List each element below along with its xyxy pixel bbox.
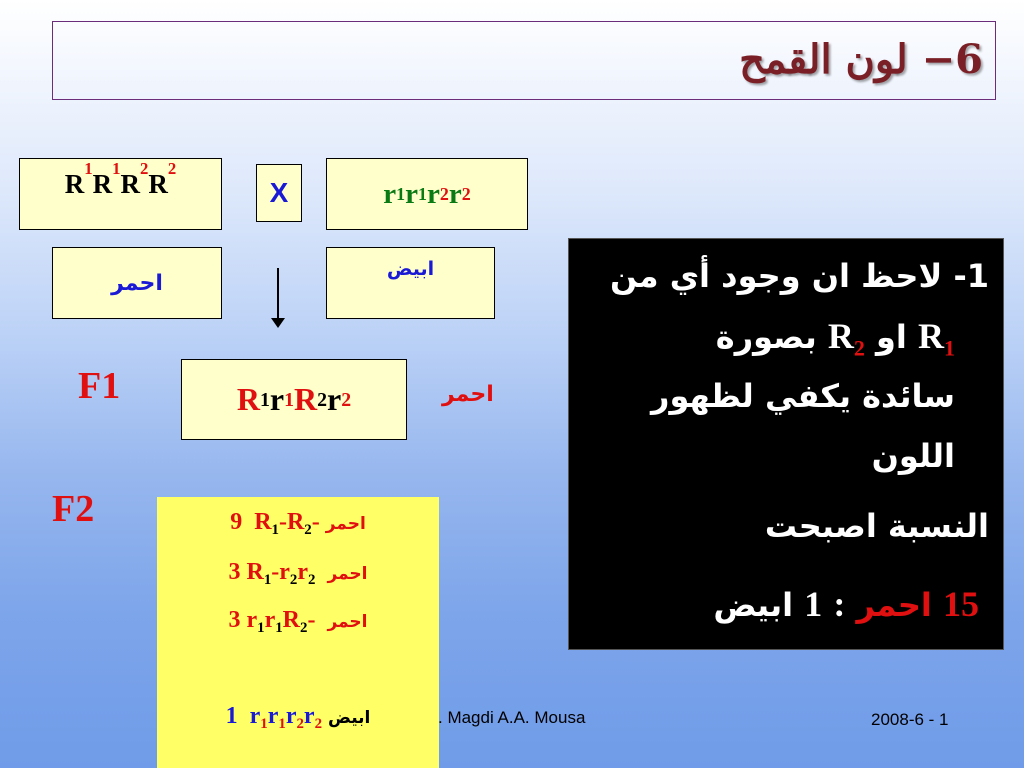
note-line-5: النسبة اصبحت — [764, 507, 989, 545]
arrow-shaft — [277, 268, 279, 322]
note-line-1: 1- لاحظ ان وجود أي من — [609, 257, 989, 295]
f2-row: 3 $R_1-r_2r_2$ احمر — [228, 559, 368, 589]
slide-title: 6− لون القمح — [739, 36, 983, 83]
f1-label: F1 — [78, 365, 121, 407]
footer-author: . Magdi A.A. Mousa — [438, 708, 586, 727]
parent-right-genotype: r 1 r 1 r 2 r 2 — [326, 158, 528, 230]
note-line-4: اللون — [871, 437, 955, 475]
parent-left-phenotype: احمر — [52, 247, 222, 319]
f2-row: 1 $r_1r_1r_2r_2$ ابيض — [225, 703, 371, 733]
f1-genotype: R 1 r 1 R 2 r 2 — [181, 359, 407, 440]
parent-left-genotype: R 1 R 1 R 2 R 2 — [19, 158, 222, 230]
note-line-3: سائدة يكفي لظهور — [651, 377, 955, 415]
cross-symbol: X — [256, 164, 302, 222]
f1-phenotype: احمر — [442, 382, 494, 407]
f2-row: 3 $r_1r_1R_2-$ احمر — [228, 607, 368, 637]
title-box — [52, 21, 996, 100]
f2-label: F2 — [52, 488, 95, 530]
parent-right-phenotype: ابيض — [326, 247, 495, 319]
f2-results-box — [157, 497, 439, 768]
footer-date: 2008-6 - 1 — [871, 710, 949, 729]
ratio-line: 15 احمر : 1 ابيض — [713, 584, 979, 624]
note-line-2: $R_1$ او $R_2$ بصورة — [715, 316, 955, 361]
f2-row: 9 $R_1-R_2-$ احمر — [230, 509, 366, 539]
arrow-down-icon — [271, 318, 285, 328]
note-box — [568, 238, 1004, 650]
